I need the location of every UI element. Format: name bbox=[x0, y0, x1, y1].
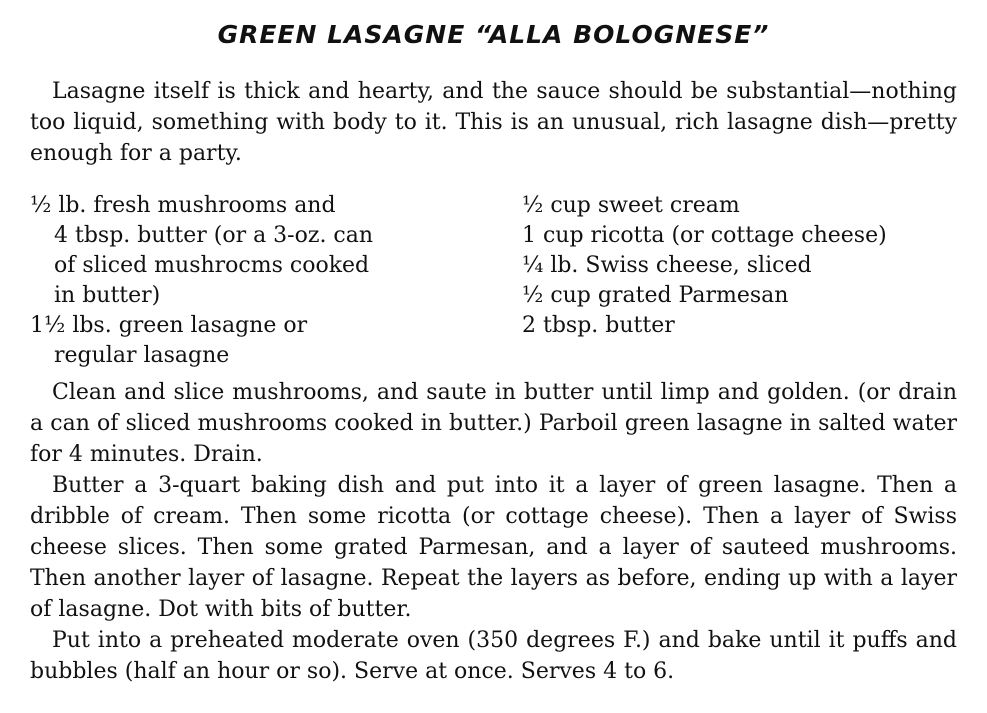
ingredient-line: 2 tbsp. butter bbox=[522, 313, 675, 338]
ingredient-line: regular lasagne bbox=[54, 343, 230, 368]
ingredients-left-column bbox=[30, 191, 522, 371]
ingredient-line: ½ cup grated Parmesan bbox=[522, 283, 789, 308]
ingredient-line: 4 tbsp. butter (or a 3-oz. can bbox=[54, 223, 374, 248]
ingredient-line: 1 cup ricotta (or cottage cheese) bbox=[522, 223, 887, 248]
ingredient-line: in butter) bbox=[54, 283, 161, 308]
ingredient-line: of sliced mushrocms cooked bbox=[54, 253, 370, 278]
ingredient-line: ¼ lb. Swiss cheese, sliced bbox=[522, 253, 812, 278]
direction-paragraph-3: Put into a preheated moderate oven (350 degrees F.) and bake until it puffs and bubbles (half an hour or so). Serve at once. Serves 4 to 6. bbox=[30, 628, 957, 684]
ingredient-line: ½ lb. fresh mushrooms and bbox=[30, 193, 336, 218]
ingredients-right-column bbox=[522, 191, 957, 371]
ingredient-line: ½ cup sweet cream bbox=[522, 193, 740, 218]
ingredient-line: 1½ lbs. green lasagne or bbox=[30, 313, 308, 338]
recipe-title: GREEN LASAGNE “ALLA BOLOGNESE” bbox=[217, 20, 770, 49]
directions bbox=[30, 377, 957, 687]
intro-paragraph: Lasagne itself is thick and hearty, and the sauce should be substantial—nothing too liquid, something with body to it. This is an unusual, rich lasagne dish—pretty enough for a party. bbox=[30, 79, 957, 166]
direction-paragraph-2: Butter a 3-quart baking dish and put into it a layer of green lasagne. Then a dribble of cream. Then some ricotta (or cottage cheese). Then a layer of Swiss cheese slices. Then some grated Parmesan, and a layer of sauteed mushrooms. Then another layer of lasagne. Repeat the layers as before, ending up with a layer of lasagne. Dot with bits of butter. bbox=[30, 473, 957, 622]
direction-paragraph-1: Clean and slice mushrooms, and saute in butter until limp and golden. (or drain a can of sliced mushrooms cooked in butter.) Parboil green lasagne in salted water for 4 minutes. Drain. bbox=[30, 380, 957, 467]
ingredients-list bbox=[30, 191, 957, 371]
